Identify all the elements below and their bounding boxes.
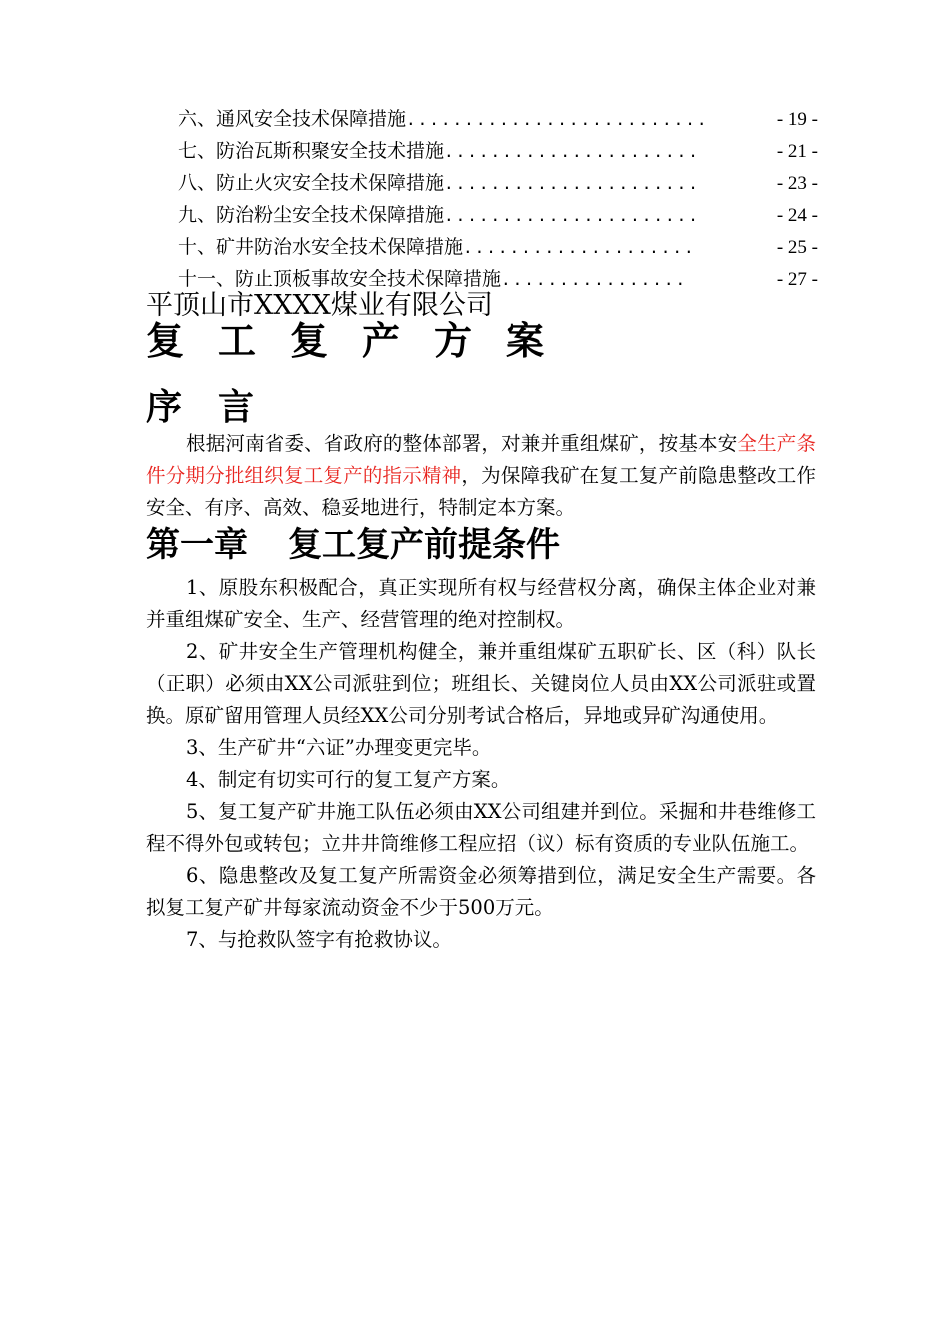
- toc-entry-title: 十一、防止顶板事故安全技术保障措施: [178, 268, 502, 290]
- condition-paragraph: 2、矿井安全生产管理机构健全，兼并重组煤矿五职矿长、区（科）队长（正职）必须由XX公司派驻到位；班组长、关键岗位人员由XX公司派驻或置换。原矿留用管理人员经XX公司分别考试合格后，异地或异矿沟通使用。: [146, 640, 816, 727]
- company-name: 平顶山市XXXX煤业有限公司: [146, 290, 493, 321]
- toc-leader-dots: ....................: [463, 238, 696, 257]
- toc-entry[interactable]: [178, 167, 818, 199]
- toc-entry-title: 十、矿井防治水安全技术保障措施: [178, 236, 464, 258]
- toc-page-number: - 19 -: [776, 109, 818, 130]
- table-of-contents: [178, 103, 818, 295]
- preface-heading: 序言: [146, 387, 291, 428]
- chapter-body: [146, 572, 816, 956]
- preface-paragraph: [146, 428, 816, 524]
- toc-page-number: - 24 -: [776, 205, 818, 226]
- toc-entry[interactable]: [178, 103, 818, 135]
- condition-paragraph: 3、生产矿井“六证”办理变更完毕。: [186, 736, 492, 759]
- condition-paragraph: 1、原股东积极配合，真正实现所有权与经营权分离，确保主体企业对兼并重组煤矿安全、生产、经营管理的绝对控制权。: [146, 576, 816, 631]
- document-title: 复工复产方案: [146, 319, 579, 363]
- chapter-number: 第一章: [146, 525, 248, 565]
- condition-paragraph: 4、制定有切实可行的复工复产方案。: [186, 768, 511, 791]
- toc-entry[interactable]: [178, 199, 818, 231]
- preface-text-end: ，为保障我矿在复工复产前隐患整改工作安全、有序、高效、稳妥地进行，特制定本方案。: [146, 464, 816, 519]
- preface-body: [146, 428, 816, 524]
- toc-page-number: - 27 -: [776, 269, 818, 290]
- toc-page-number: - 21 -: [776, 141, 818, 162]
- toc-entry-title: 九、防治粉尘安全技术保障措施: [178, 204, 445, 226]
- toc-leader-dots: ......................: [444, 206, 700, 225]
- toc-entry-title: 六、通风安全技术保障措施: [178, 108, 407, 130]
- condition-paragraph: 6、隐患整改及复工复产所需资金必须筹措到位，满足安全生产需要。各拟复工复产矿井每家流动资金不少于500万元。: [146, 864, 816, 919]
- toc-leader-dots: ..........................: [406, 110, 709, 129]
- toc-page-number: - 23 -: [776, 173, 818, 194]
- toc-leader-dots: ......................: [444, 142, 700, 161]
- preface-text-start: 根据河南省委、省政府的整体部署，对兼并重组煤矿，按基本安: [186, 432, 738, 455]
- condition-paragraph: 7、与抢救队签字有抢救协议。: [186, 928, 452, 951]
- toc-entry[interactable]: [178, 135, 818, 167]
- toc-leader-dots: ......................: [444, 174, 700, 193]
- chapter-title: 复工复产前提条件: [288, 525, 560, 565]
- toc-leader-dots: ................: [501, 270, 688, 289]
- chapter-heading: [146, 519, 560, 571]
- condition-paragraph: 5、复工复产矿井施工队伍必须由XX公司组建并到位。采掘和井巷维修工程不得外包或转包；立井井筒维修工程应招（议）标有资质的专业队伍施工。: [146, 800, 816, 855]
- toc-entry-title: 七、防治瓦斯积聚安全技术措施: [178, 140, 445, 162]
- toc-page-number: - 25 -: [776, 237, 818, 258]
- toc-entry[interactable]: [178, 231, 818, 263]
- preface-highlight-text: 全生产条件分期分批组织复工复产的指示精神: [146, 432, 816, 487]
- toc-entry-title: 八、防止火灾安全技术保障措施: [178, 172, 445, 194]
